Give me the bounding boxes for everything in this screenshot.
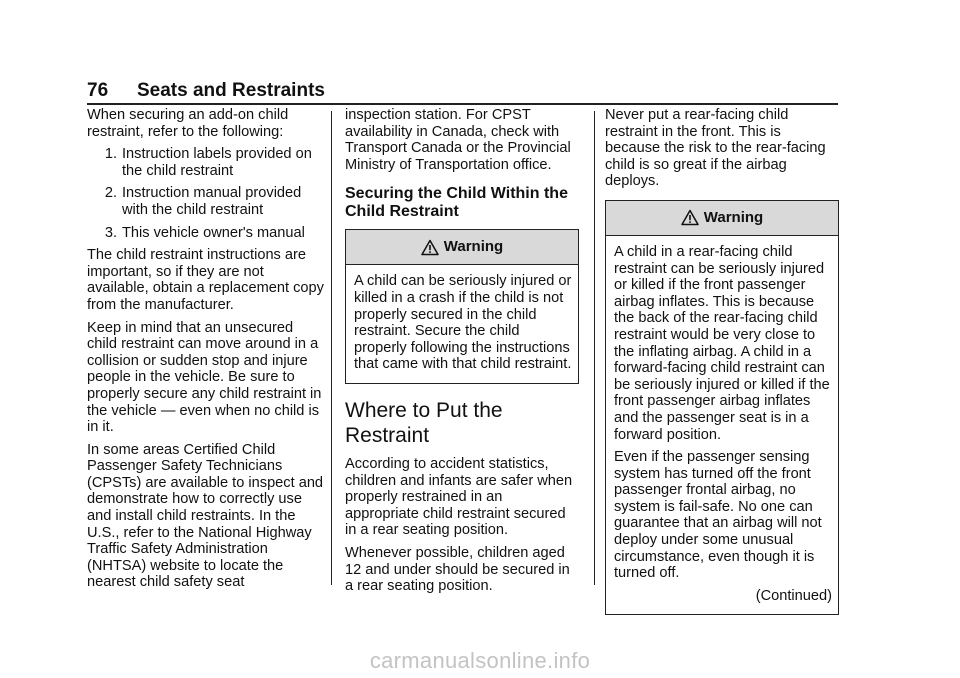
warning-body xyxy=(606,236,838,614)
list-marker: 1. xyxy=(104,146,117,163)
page-header xyxy=(87,80,325,102)
page-number: 76 xyxy=(87,80,109,101)
numbered-list xyxy=(87,146,325,241)
list-item xyxy=(87,225,325,242)
paragraph: Whenever possible, children aged 12 and under should be secured in a rear seating position. xyxy=(345,544,570,595)
header-rule xyxy=(87,103,838,105)
list-text: Instruction labels provided on the child restraint xyxy=(122,146,312,179)
paragraph: The child restraint instructions are important, so if they are not available, obtain a replacement copy from the manufacturer. xyxy=(87,247,324,313)
warning-title: Warning xyxy=(443,238,504,256)
warning-box xyxy=(345,229,579,384)
warning-body xyxy=(346,265,578,383)
warning-triangle-icon xyxy=(421,239,439,256)
warning-text: A child in a rear-facing child restraint can be seriously injured or killed if the front passenger airbag inflates. This is because the back of the rear-facing child restraint would be very close to the inflating airbag. A child in a forward-facing child restraint can be seriously injured or killed if the front passenger airbag inflates and the passenger seat is in a forward position. xyxy=(614,243,830,443)
paragraph: In some areas Certified Child Passenger Safety Technicians (CPSTs) are available to inspect and demonstrate how to correctly use and install child restraints. In the U.S., refer to the National Highway Traffic Safety Administration (NHTSA) website to locate the nearest child safety seat xyxy=(87,441,324,591)
list-text: This vehicle owner's manual xyxy=(122,224,305,241)
list-item xyxy=(87,185,325,218)
list-marker: 2. xyxy=(104,185,117,202)
column-3 xyxy=(605,107,839,621)
paragraph: Never put a rear-facing child restraint in the front. This is because the risk to the rear-facing child is so great if the airbag deploys. xyxy=(605,107,826,190)
watermark: carmanualsonline.info xyxy=(369,648,591,673)
warning-title: Warning xyxy=(703,208,764,226)
warning-box xyxy=(605,200,839,615)
warning-text: A child can be seriously injured or killed in a crash if the child is not properly secured in the child restraint. Secure the child properly following the instructions that came with that child restraint. xyxy=(354,273,572,373)
warning-triangle-icon xyxy=(681,209,699,226)
subsection-heading: Securing the Child Within the Child Restraint xyxy=(345,185,568,221)
section-heading: Where to Put the Restraint xyxy=(345,398,503,447)
list-text: Instruction manual provided with the child restraint xyxy=(122,185,302,218)
paragraph: inspection station. For CPST availability in Canada, check with Transport Canada or the Provincial Ministry of Transportation office. xyxy=(345,107,571,173)
paragraph: According to accident statistics, children and infants are safer when properly restrained in an appropriate child restraint secured in a rear seating position. xyxy=(345,455,573,539)
paragraph: When securing an add-on child restraint, refer to the following: xyxy=(87,107,289,140)
paragraph: Keep in mind that an unsecured child restraint can move around in a collision or sudden stop and injure people in the vehicle. Be sure to properly secure any child restraint in the vehicle — even when no child is in it. xyxy=(87,319,322,436)
list-item xyxy=(87,146,325,179)
list-marker: 3. xyxy=(104,224,117,241)
warning-header xyxy=(606,201,838,236)
continued-label: (Continued) xyxy=(755,587,832,604)
column-divider-1 xyxy=(331,111,332,585)
column-divider-2 xyxy=(594,111,595,585)
warning-text: Even if the passenger sensing system has turned off the front passenger frontal airbag, no system is fail-safe. No one can guarantee that an airbag will not deploy under some unusual circumstance, even though it is turned off. xyxy=(614,449,822,582)
section-title: Seats and Restraints xyxy=(137,80,325,101)
column-2 xyxy=(345,107,579,601)
column-1 xyxy=(87,107,325,597)
warning-header xyxy=(346,230,578,265)
